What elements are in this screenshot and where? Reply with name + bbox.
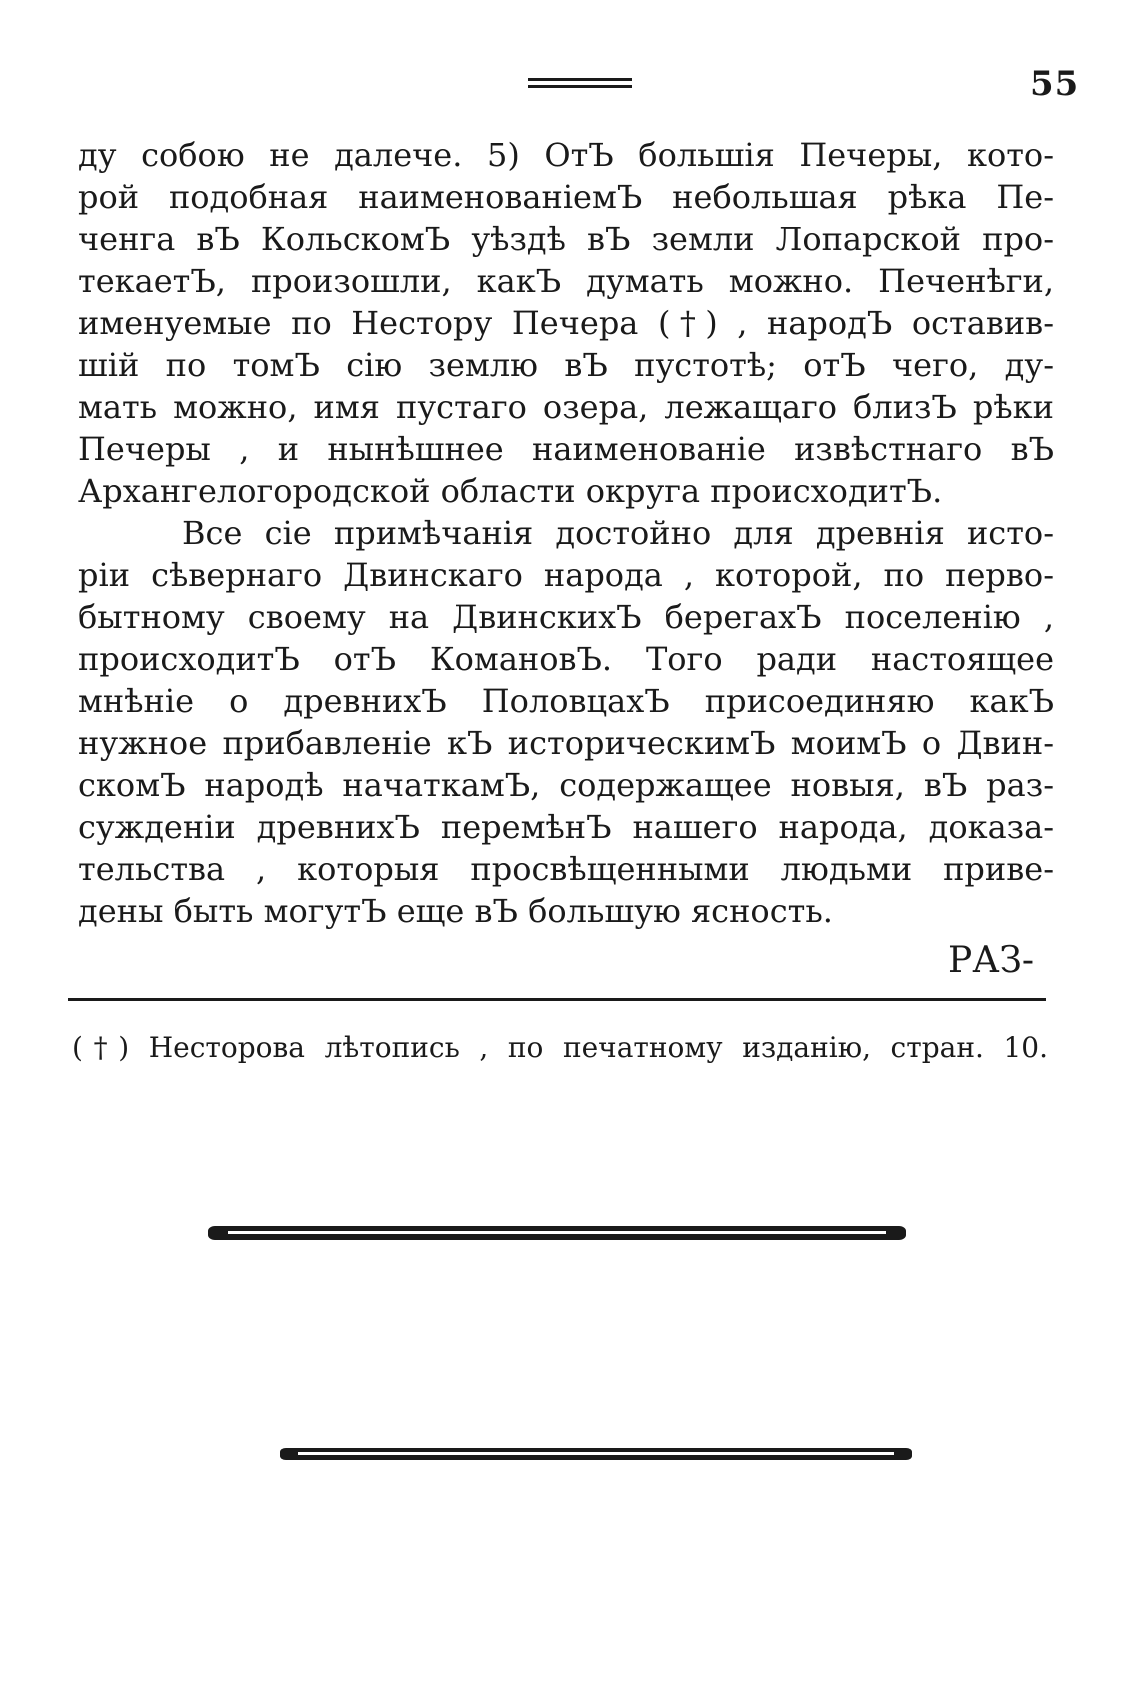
text-line: бытному своему на ДвинскихЪ берегахЪ поселенію ,	[78, 598, 1054, 636]
text-line-paragraph-start: Все сіе примѣчанія достойно для древнія исто-	[182, 514, 1054, 552]
page-number: 55	[1030, 64, 1080, 104]
text-line: ріи сѣвернаго Двинскаго народа , которой, по перво-	[78, 556, 1054, 594]
ornament-rule-top	[208, 1226, 906, 1240]
ornament-rule-bottom	[280, 1448, 912, 1460]
text-line: рой подобная наименованіемЪ небольшая рѣка Пе-	[78, 178, 1054, 216]
text-line: происходитЪ отЪ КомановЪ. Того ради настоящее	[78, 640, 1054, 678]
text-line: именуемые по Нестору Печера (†) , народЪ оставив-	[78, 304, 1054, 342]
footnote-rule	[68, 998, 1046, 1001]
catchword: РАЗ-	[948, 940, 1035, 981]
text-line: сужденіи древнихЪ перемѣнЪ нашего народа, доказа-	[78, 808, 1054, 846]
text-line: скомЪ народѣ начаткамЪ, содержащее новыя, вЪ раз-	[78, 766, 1054, 804]
text-line: мнѣніе о древнихЪ ПоловцахЪ присоединяю какЪ	[78, 682, 1054, 720]
text-line: тельства , которыя просвѣщенными людьми приве-	[78, 850, 1054, 888]
text-line: ченга вЪ КольскомЪ уѣздѣ вЪ земли Лопарской про-	[78, 220, 1054, 258]
header-rule	[528, 78, 632, 88]
text-line: дены быть могутЪ еще вЪ большую ясность.	[78, 892, 833, 930]
body-text	[78, 134, 1054, 932]
text-line: шій по томЪ сію землю вЪ пустотѣ; отЪ чего, ду-	[78, 346, 1054, 384]
text-line: мать можно, имя пустаго озера, лежащаго близЪ рѣки	[78, 388, 1054, 426]
text-line: текаетЪ, произошли, какЪ думать можно. Печенѣги,	[78, 262, 1054, 300]
text-line: Архангелогородской области округа происходитЪ.	[78, 472, 943, 510]
text-line: ду собою не далече. 5) ОтЪ большія Печеры, кото-	[78, 136, 1054, 174]
text-line: нужное прибавленіе кЪ историческимЪ моимЪ о Двин-	[78, 724, 1054, 762]
footnote: (†) Несторова лѣтопись , по печатному изданію, стран. 10.	[72, 1031, 1048, 1064]
text-line: Печеры , и нынѣшнее наименованіе извѣстнаго вЪ	[78, 430, 1054, 468]
